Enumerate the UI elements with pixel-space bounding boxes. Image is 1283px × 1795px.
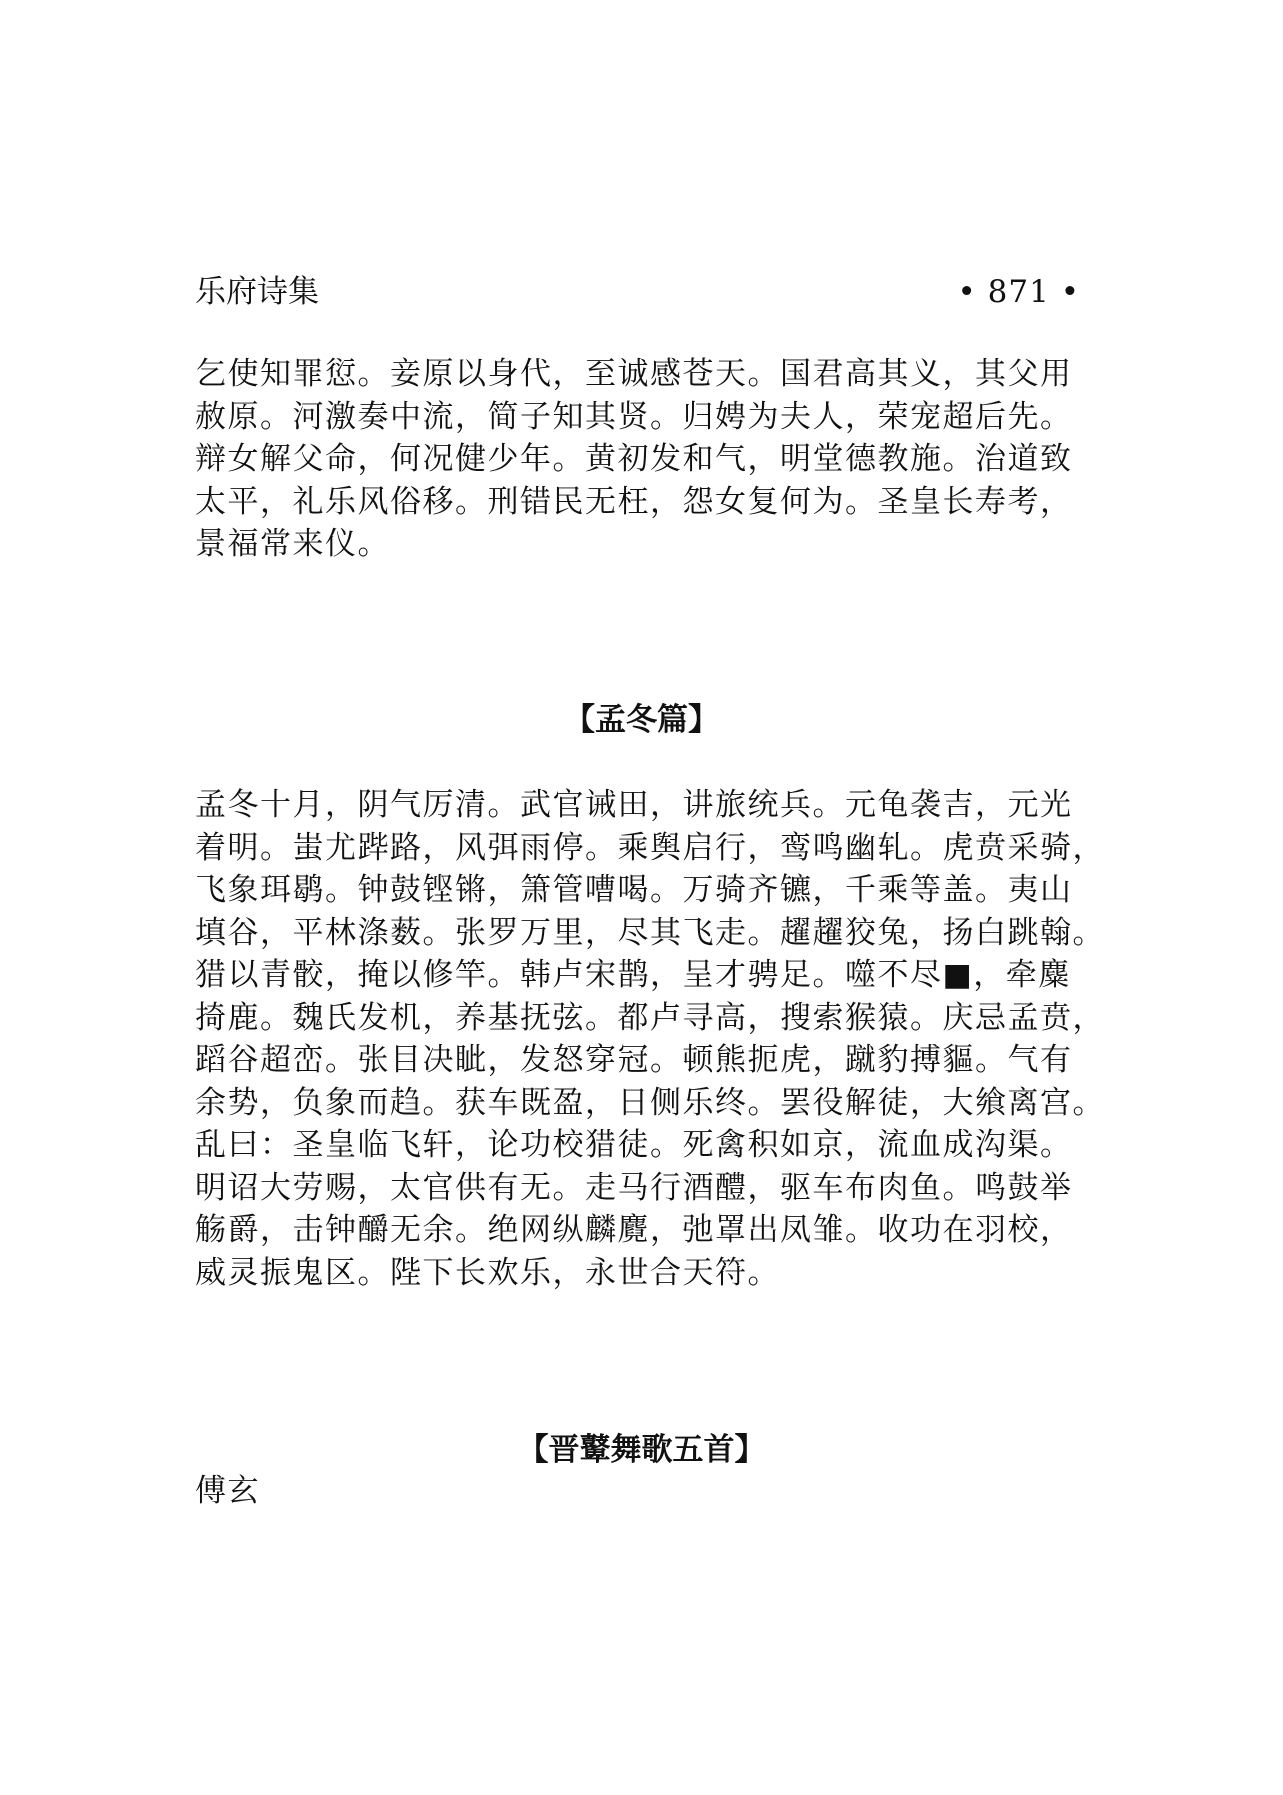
text-line: 孟冬十月，阴气厉清。武官诫田，讲旅统兵。元龟袭吉，元光 (195, 787, 1073, 823)
text-line: 掎鹿。魏氏发机，养基抚弦。都卢寻高，搜索猴猿。庆忌孟贲， (195, 999, 1105, 1036)
text-line: 着明。蚩尤跸路，风弭雨停。乘舆启行，鸾鸣幽轧。虎贲采骑， (195, 829, 1105, 866)
page-header (195, 270, 1080, 314)
poem-continuation (195, 353, 1073, 566)
author-name: 傅玄 (195, 1473, 260, 1509)
page-number: • 871 • (957, 274, 1080, 310)
poem-meng-dong (195, 784, 1105, 1294)
text-line: 乞使知罪愆。妾原以身代，至诚感苍天。国君高其义，其父用 (195, 356, 1073, 392)
section-title-jin-pi-wu-ge: 【晋鼙舞歌五首】 (517, 1432, 766, 1468)
text-line: 乱曰：圣皇临飞轩，论功校猎徒。死禽积如京，流血成沟渠。 (195, 1127, 1073, 1163)
text-line: 飞象珥鹖。钟鼓铿锵，箫管嘈喝。万骑齐镳，千乘等盖。夷山 (195, 872, 1073, 908)
text-line: 太平，礼乐风俗移。刑错民无枉，怨女复何为。圣皇长寿考， (195, 483, 1073, 520)
text-line: 蹈谷超峦。张目决眦，发怒穿冠。顿熊扼虎，蹴豹搏貙。气有 (195, 1042, 1073, 1078)
text-line: 威灵振鬼区。陛下长欢乐，永世合天符。 (195, 1254, 780, 1291)
text-line: 余势，负象而趋。获车既盈，日侧乐终。罢役解徒，大飨离宫。 (195, 1084, 1105, 1121)
text-line: 填谷，平林涤薮。张罗万里，尽其飞走。趯趯狡兔，扬白跳翰。 (195, 914, 1105, 951)
book-title: 乐府诗集 (195, 274, 319, 310)
text-line: 景福常来仪。 (195, 526, 390, 562)
text-line: 辩女解父命，何况健少年。黄初发和气，明堂德教施。治道致 (195, 441, 1073, 477)
text-line: 明诏大劳赐，太官供有无。走马行酒醴，驱车布肉鱼。鸣鼓举 (195, 1169, 1073, 1206)
text-line: 赦原。河激奏中流，简子知其贤。归娉为夫人，荣宠超后先。 (195, 398, 1073, 435)
text-line: 猎以青骹，掩以修竿。韩卢宋鹊，呈才骋足。噬不尽■，牵麋 (195, 957, 1071, 993)
section-title-meng-dong: 【孟冬篇】 (564, 702, 719, 738)
text-line: 觞爵，击钟釂无余。绝网纵麟麑，弛罩出凤雏。收功在羽校， (195, 1212, 1073, 1248)
